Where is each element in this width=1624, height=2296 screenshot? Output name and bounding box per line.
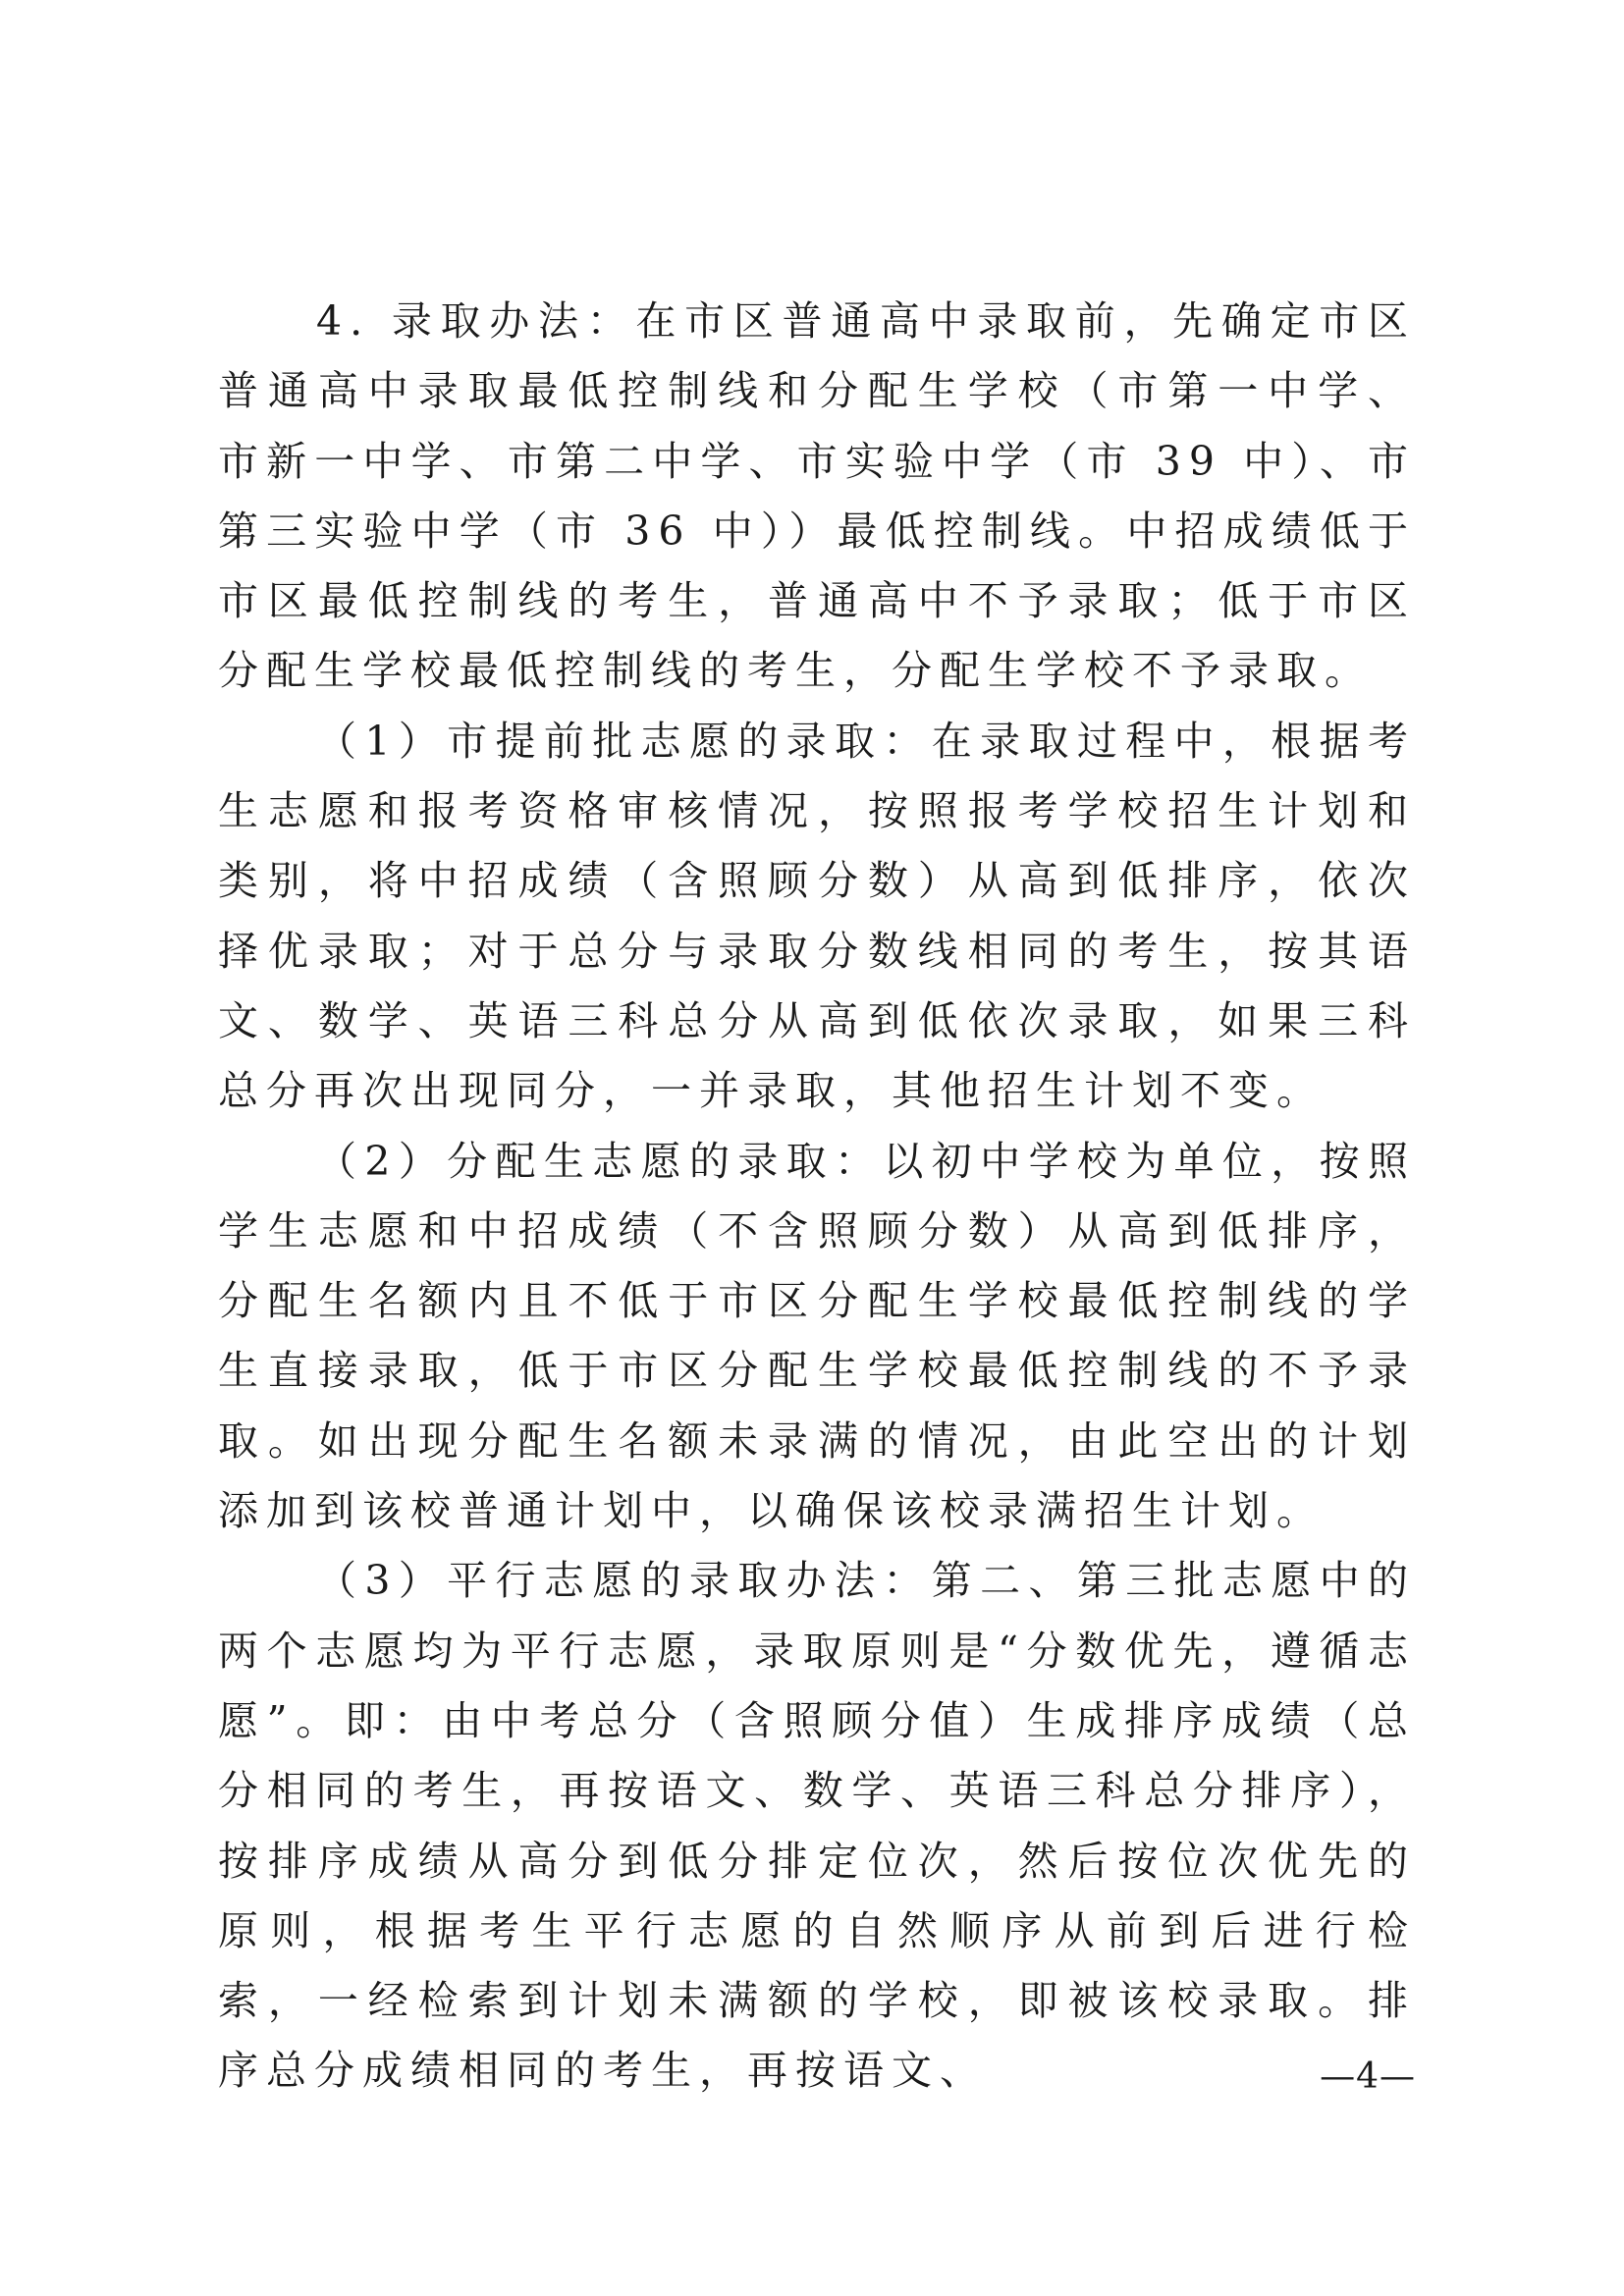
paragraph-early-batch-admission: （1）市提前批志愿的录取：在录取过程中，根据考生志愿和报考资格审核情况，按照报考学校招生计划和类别，将中招成绩（含照顾分数）从高到低排序，依次择优录取；对于总分与录取分数线相同的考生，按其语文、数学、英语三科总分从高到低依次录取，如果三科总分再次出现同分，一并录取，其他招生计划不变。 xyxy=(218,717,1416,1115)
paragraph-admission-method: 4. 录取办法：在市区普通高中录取前，先确定市区普通高中录取最低控制线和分配生学校（市第一中学、市新一中学、市第二中学、市实验中学（市 39 中）、市第三实验中学（市 36 中））最低控制线。中招成绩低于市区最低控制线的考生，普通高中不予录取；低于市区分配生学校最低控制线的考生，分配生学校不予录取。 xyxy=(218,297,1416,695)
document-body xyxy=(218,287,1416,2107)
paragraph-parallel-admission: （3）平行志愿的录取办法：第二、第三批志愿中的两个志愿均为平行志愿，录取原则是“分数优先，遵循志愿”。即：由中考总分（含照顾分值）生成排序成绩（总分相同的考生，再按语文、数学、英语三科总分排序），按排序成绩从高分到低分排定位次，然后按位次优先的原则，根据考生平行志愿的自然顺序从前到后进行检索，一经检索到计划未满额的学校，即被该校录取。排序总分成绩相同的考生，再按语文、 xyxy=(218,1557,1416,2095)
page-number: —4— xyxy=(1320,2056,1416,2097)
paragraph-allocation-admission: （2）分配生志愿的录取：以初中学校为单位，按照学生志愿和中招成绩（不含照顾分数）从高到低排序，分配生名额内且不低于市区分配生学校最低控制线的学生直接录取，低于市区分配生学校最低控制线的不予录取。如出现分配生名额未录满的情况，由此空出的计划添加到该校普通计划中，以确保该校录满招生计划。 xyxy=(218,1137,1416,1535)
